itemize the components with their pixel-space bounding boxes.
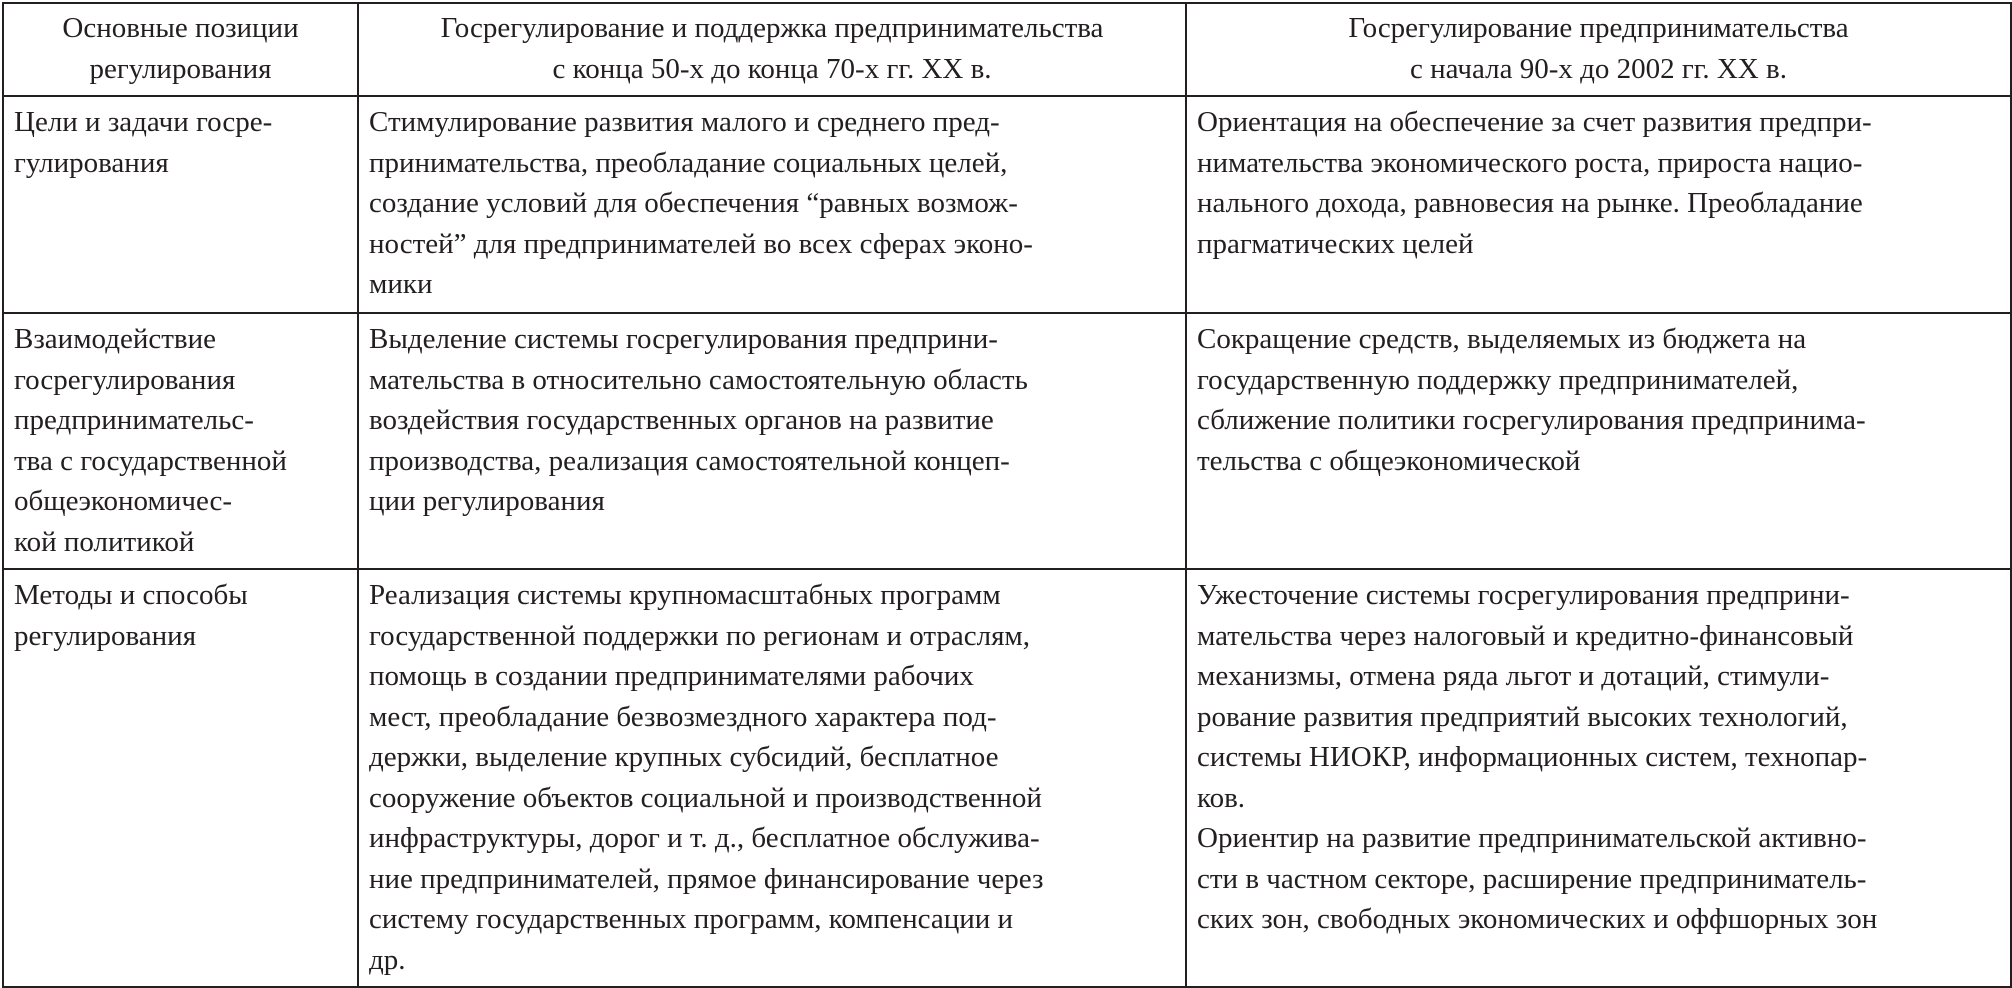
cell-line: Сокращение средств, выделяемых из бюджета на: [1197, 323, 1807, 355]
cell-line: мест, преобладание безвозмездного характера под-: [369, 700, 997, 733]
cell-line: регулирования: [14, 619, 197, 652]
cell-line: ции регулирования: [369, 485, 605, 517]
cell-line: гулирования: [14, 146, 169, 179]
cell-period-50-70: [358, 96, 1186, 313]
cell-line: Методы и способы: [14, 579, 248, 611]
header-line: Госрегулирование и поддержка предпринимательства: [440, 12, 1104, 44]
cell-line: сооружение объектов социальной и производственной: [369, 781, 1042, 814]
cell-line: воздействия государственных органов на развитие: [369, 404, 994, 436]
cell-line: мательства через налоговый и кредитно-финансовый: [1197, 619, 1854, 652]
cell-line: Ориентир на развитие предпринимательской активно-: [1197, 822, 1867, 854]
cell-line: государственную поддержку предпринимателей,: [1197, 363, 1799, 396]
cell-position: [3, 569, 358, 987]
header-line: с начала 90-х до 2002 гг. XX в.: [1410, 52, 1787, 85]
cell-period-50-70: [358, 569, 1186, 987]
cell-line: государственной поддержки по регионам и отраслям,: [369, 619, 1031, 652]
cell-line: предпринимательс-: [14, 404, 254, 436]
table-row-goals: [3, 96, 2011, 313]
header-line: регулирования: [89, 52, 272, 85]
cell-line: ских зон, свободных экономических и оффшорных зон: [1197, 903, 1878, 935]
cell-line: Стимулирование развития малого и среднего пред-: [369, 106, 1000, 138]
cell-line: системы НИОКР, информационных систем, технопар-: [1197, 741, 1868, 773]
cell-period-90-2002: [1186, 96, 2011, 313]
cell-line: Реализация системы крупномасштабных программ: [369, 579, 1001, 611]
cell-line: общеэкономичес-: [14, 485, 233, 517]
cell-line: инфраструктуры, дорог и т. д., бесплатное обслужива-: [369, 822, 1040, 854]
cell-line: систему государственных программ, компенсации и: [369, 903, 1014, 935]
cell-position: [3, 313, 358, 569]
cell-line: тва с государственной: [14, 444, 287, 477]
cell-line: рование развития предприятий высоких технологий,: [1197, 700, 1848, 733]
cell-period-50-70: [358, 313, 1186, 569]
header-positions: [3, 3, 358, 96]
cell-line: Выделение системы госрегулирования предприни-: [369, 323, 998, 355]
table-row-methods: [3, 569, 2011, 987]
cell-line: сти в частном секторе, расширение предприниматель-: [1197, 862, 1867, 895]
cell-line: ностей” для предпринимателей во всех сферах эконо-: [369, 227, 1033, 260]
cell-line: Взаимодействие: [14, 323, 216, 355]
header-period-90-2002: [1186, 3, 2011, 96]
header-line: с конца 50-х до конца 70-х гг. XX в.: [552, 52, 992, 85]
cell-line: Ужесточение системы госрегулирования предприни-: [1197, 579, 1850, 611]
cell-line: сближение политики госрегулирования предпринима-: [1197, 404, 1866, 436]
cell-line: нального дохода, равновесия на рынке. Преобладание: [1197, 187, 1863, 219]
cell-line: ние предпринимателей, прямое финансирование через: [369, 862, 1044, 895]
cell-line: помощь в создании предпринимателями рабочих: [369, 660, 974, 692]
cell-line: тельства с общеэкономической: [1197, 444, 1581, 477]
cell-line: производства, реализация самостоятельной концеп-: [369, 444, 1010, 477]
cell-period-90-2002: [1186, 313, 2011, 569]
cell-position: [3, 96, 358, 313]
cell-line: мательства в относительно самостоятельную область: [369, 363, 1028, 396]
cell-line: принимательства, преобладание социальных целей,: [369, 146, 1008, 179]
cell-line: механизмы, отмена ряда льгот и дотаций, стимули-: [1197, 660, 1830, 692]
cell-line: кой политикой: [14, 525, 195, 558]
cell-line: создание условий для обеспечения “равных возмож-: [369, 187, 1018, 219]
cell-line: ков.: [1197, 781, 1246, 814]
table-row-interaction: [3, 313, 2011, 569]
cell-line: Ориентация на обеспечение за счет развития предпри-: [1197, 106, 1872, 138]
cell-line: нимательства экономического роста, прироста нацио-: [1197, 146, 1863, 179]
cell-period-90-2002: [1186, 569, 2011, 987]
cell-line: держки, выделение крупных субсидий, бесплатное: [369, 741, 999, 773]
cell-line: госрегулирования: [14, 363, 236, 396]
cell-line: мики: [369, 268, 433, 300]
header-line: Госрегулирование предпринимательства: [1348, 12, 1849, 44]
cell-line: др.: [369, 943, 406, 976]
header-line: Основные позиции: [62, 12, 299, 44]
header-period-50-70: [358, 3, 1186, 96]
table-header-row: [3, 3, 2011, 96]
regulation-comparison-table: [2, 2, 2012, 988]
cell-line: Цели и задачи госре-: [14, 106, 273, 138]
cell-line: прагматических целей: [1197, 227, 1474, 260]
